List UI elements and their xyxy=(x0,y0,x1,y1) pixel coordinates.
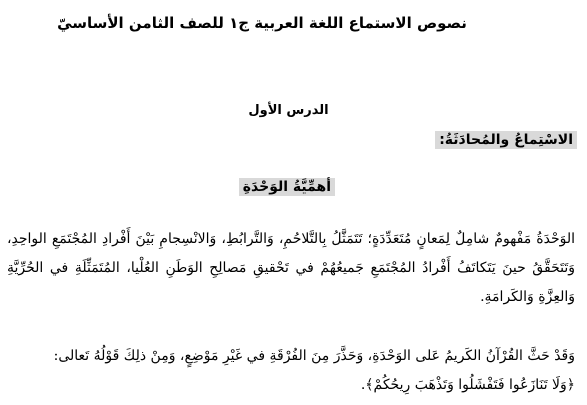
paragraph-1: الوَحْدَةُ مَفْهومٌ شامِلٌ لِمَعانٍ مُتَعَدِّدَةٍ؛ تَتَمَثَّلُ بِالتَّلاحُمِ، وَالتَّرابُطِ، وَالانْسِجامِ بَيْنَ أَفْرادِ المُجْتَمَعِ الواحِدِ، وَتَتَحَقَّقُ حينَ يَتَكاتَفُ أَفْرادُ المُجْتَمَعِ جَميعُهُمْ في تَحْقيقِ مَصالِحِ الوَطَنِ العُلْيا، المُتَمَثِّلَةِ في الحُرِّيَّةِ وَالعِزَّةِ وَالكَرامَةِ. xyxy=(7,231,575,305)
lesson-heading: الدرس الأول xyxy=(248,103,329,118)
topic-subtitle: أهمِّيَّةُ الوَحْدَةِ xyxy=(239,178,335,196)
paragraph-2-text: وَقَدْ حَثَّ القُرْآنُ الكَريمُ عَلى الوَحْدَةِ، وَحَذَّرَ مِنَ الفُرْقَةِ في غَيْرِ مَوْضِعٍ، وَمِنْ ذلِكَ قَوْلُهُ تَعالى: xyxy=(53,348,575,364)
quran-verse: ﴿وَلَا تَنَازَعُوا فَتَفْشَلُوا وَتَذْهَبَ رِيحُكُمْ﴾. xyxy=(360,377,575,393)
section-heading: الاسْتِماعُ والمُحادَثَةُ: xyxy=(435,131,577,149)
paragraph-2 xyxy=(7,342,575,400)
document-title: نصوص الاستماع اللغة العربية ج١ للصف الثامن الأساسيّ xyxy=(57,14,467,32)
